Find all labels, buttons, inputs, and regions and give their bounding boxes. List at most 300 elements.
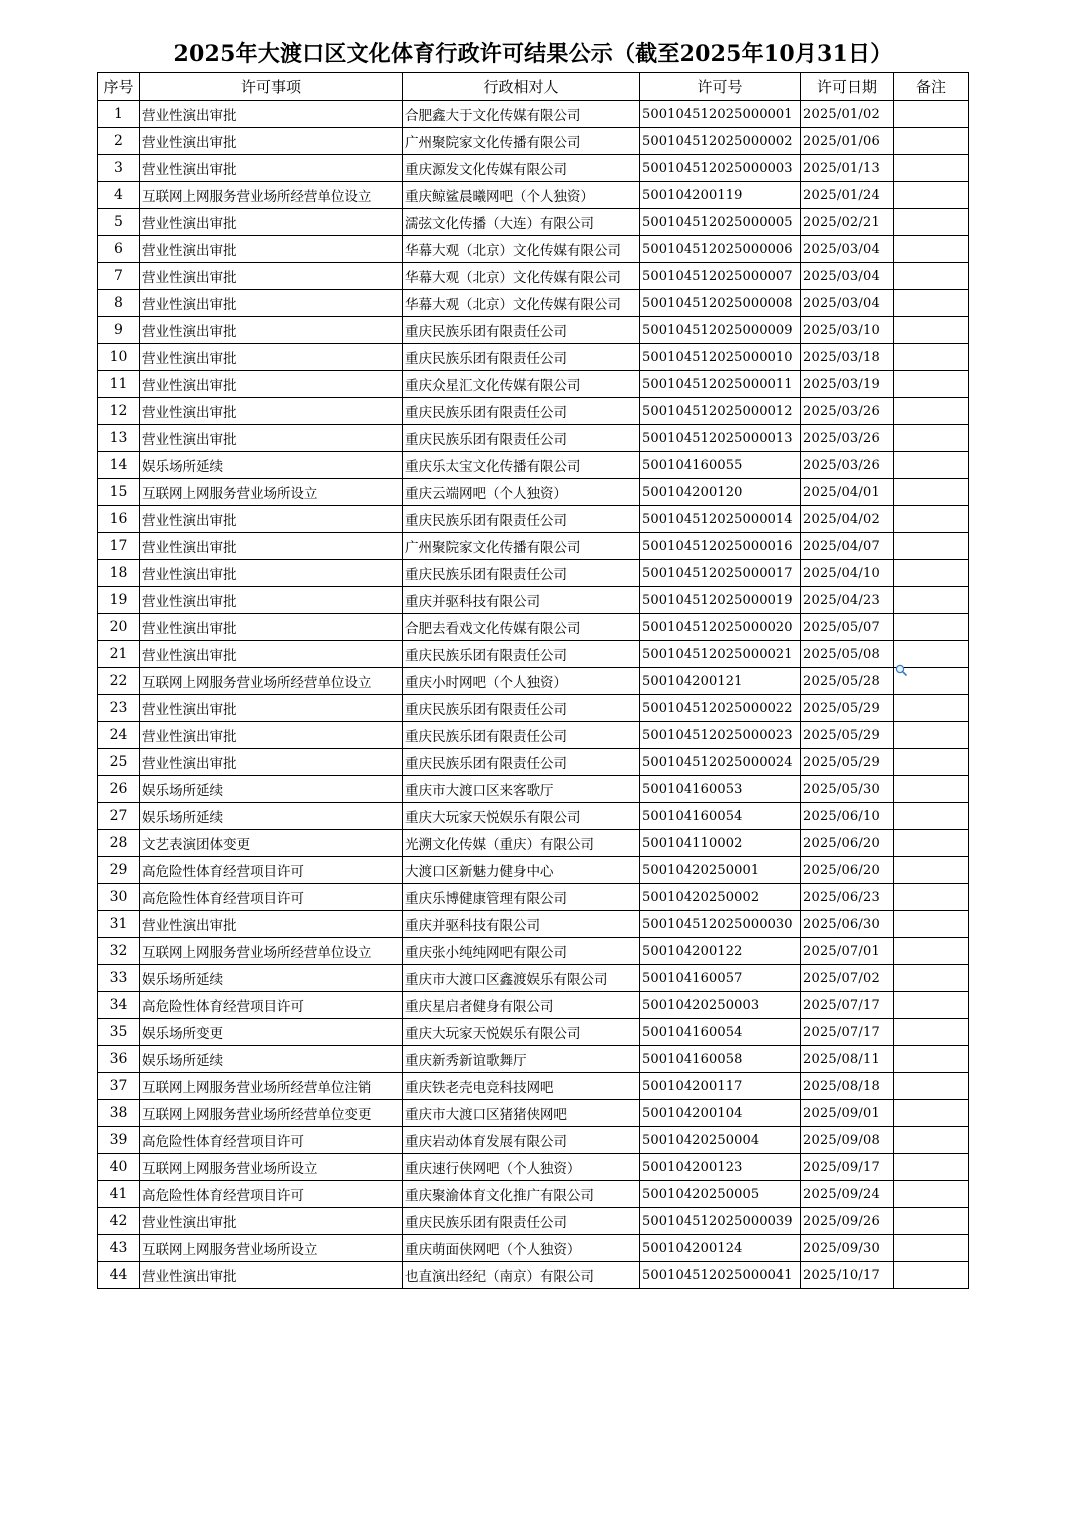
row-seq-cell: 25 xyxy=(98,749,140,776)
row-permit-date-cell: 2025/01/02 xyxy=(801,101,894,128)
row-permit-no-cell: 50010420250002 xyxy=(640,884,801,911)
row-party-cell: 重庆民族乐团有限责任公司 xyxy=(403,1208,640,1235)
row-note-cell xyxy=(894,1262,969,1289)
row-permit-date-cell: 2025/06/20 xyxy=(801,830,894,857)
row-item-cell: 营业性演出审批 xyxy=(140,344,403,371)
row-seq-cell: 13 xyxy=(98,425,140,452)
table-row xyxy=(98,155,969,182)
table-row xyxy=(98,290,969,317)
row-item-cell: 互联网上网服务营业场所设立 xyxy=(140,1235,403,1262)
row-permit-no-cell: 500104512025000024 xyxy=(640,749,801,776)
table-row xyxy=(98,128,969,155)
table-row xyxy=(98,1073,969,1100)
row-party-cell: 重庆速行侠网吧（个人独资） xyxy=(403,1154,640,1181)
row-permit-date-cell: 2025/03/04 xyxy=(801,290,894,317)
row-note-cell xyxy=(894,371,969,398)
row-note-cell xyxy=(894,803,969,830)
row-note-cell xyxy=(894,506,969,533)
table-row xyxy=(98,1235,969,1262)
row-seq-cell: 41 xyxy=(98,1181,140,1208)
row-permit-no-cell: 500104512025000039 xyxy=(640,1208,801,1235)
row-permit-date-cell: 2025/08/18 xyxy=(801,1073,894,1100)
row-party-cell: 重庆萌面侠网吧（个人独资） xyxy=(403,1235,640,1262)
table-row xyxy=(98,965,969,992)
row-seq-cell: 3 xyxy=(98,155,140,182)
row-permit-no-cell: 500104110002 xyxy=(640,830,801,857)
row-note-cell xyxy=(894,263,969,290)
row-seq-cell: 23 xyxy=(98,695,140,722)
row-item-cell: 互联网上网服务营业场所经营单位注销 xyxy=(140,1073,403,1100)
row-party-cell: 重庆张小纯纯网吧有限公司 xyxy=(403,938,640,965)
row-party-cell: 光溯文化传媒（重庆）有限公司 xyxy=(403,830,640,857)
row-seq-cell: 16 xyxy=(98,506,140,533)
row-item-cell: 娱乐场所延续 xyxy=(140,452,403,479)
row-party-cell: 合肥去看戏文化传媒有限公司 xyxy=(403,614,640,641)
table-row xyxy=(98,452,969,479)
row-item-cell: 营业性演出审批 xyxy=(140,614,403,641)
row-item-cell: 互联网上网服务营业场所经营单位设立 xyxy=(140,938,403,965)
table-row xyxy=(98,668,969,695)
row-note-cell xyxy=(894,938,969,965)
row-item-cell: 娱乐场所延续 xyxy=(140,776,403,803)
row-permit-no-cell: 500104512025000006 xyxy=(640,236,801,263)
row-item-cell: 高危险性体育经营项目许可 xyxy=(140,884,403,911)
row-permit-date-cell: 2025/07/17 xyxy=(801,1019,894,1046)
row-seq-cell: 27 xyxy=(98,803,140,830)
row-permit-date-cell: 2025/01/06 xyxy=(801,128,894,155)
row-item-cell: 娱乐场所延续 xyxy=(140,1046,403,1073)
row-permit-no-cell: 500104160053 xyxy=(640,776,801,803)
row-seq-cell: 21 xyxy=(98,641,140,668)
table-row xyxy=(98,101,969,128)
row-permit-date-cell: 2025/03/04 xyxy=(801,263,894,290)
row-seq-cell: 34 xyxy=(98,992,140,1019)
table-row xyxy=(98,209,969,236)
row-party-cell: 重庆并驱科技有限公司 xyxy=(403,911,640,938)
row-item-cell: 营业性演出审批 xyxy=(140,236,403,263)
row-party-cell: 重庆民族乐团有限责任公司 xyxy=(403,641,640,668)
row-permit-no-cell: 500104512025000014 xyxy=(640,506,801,533)
header-permit-date: 许可日期 xyxy=(801,73,894,101)
row-permit-no-cell: 500104512025000030 xyxy=(640,911,801,938)
header-party: 行政相对人 xyxy=(403,73,640,101)
row-permit-date-cell: 2025/06/20 xyxy=(801,857,894,884)
row-note-cell xyxy=(894,857,969,884)
row-note-cell xyxy=(894,776,969,803)
row-party-cell: 重庆乐太宝文化传播有限公司 xyxy=(403,452,640,479)
row-party-cell: 重庆民族乐团有限责任公司 xyxy=(403,722,640,749)
row-permit-date-cell: 2025/09/30 xyxy=(801,1235,894,1262)
row-party-cell: 重庆民族乐团有限责任公司 xyxy=(403,425,640,452)
row-permit-date-cell: 2025/06/10 xyxy=(801,803,894,830)
row-permit-date-cell: 2025/08/11 xyxy=(801,1046,894,1073)
row-item-cell: 互联网上网服务营业场所设立 xyxy=(140,1154,403,1181)
row-note-cell xyxy=(894,992,969,1019)
table-row xyxy=(98,182,969,209)
row-permit-date-cell: 2025/04/01 xyxy=(801,479,894,506)
table-row xyxy=(98,1127,969,1154)
table-row xyxy=(98,1208,969,1235)
row-permit-no-cell: 500104512025000021 xyxy=(640,641,801,668)
table-row xyxy=(98,560,969,587)
table-row xyxy=(98,641,969,668)
row-permit-no-cell: 500104160055 xyxy=(640,452,801,479)
row-permit-no-cell: 500104512025000008 xyxy=(640,290,801,317)
row-note-cell xyxy=(894,722,969,749)
row-permit-no-cell: 500104200117 xyxy=(640,1073,801,1100)
row-item-cell: 营业性演出审批 xyxy=(140,641,403,668)
row-permit-date-cell: 2025/05/07 xyxy=(801,614,894,641)
row-note-cell xyxy=(894,911,969,938)
row-item-cell: 互联网上网服务营业场所经营单位设立 xyxy=(140,668,403,695)
table-row xyxy=(98,830,969,857)
table-row xyxy=(98,1019,969,1046)
table-row xyxy=(98,776,969,803)
row-item-cell: 营业性演出审批 xyxy=(140,911,403,938)
row-note-cell xyxy=(894,236,969,263)
row-party-cell: 重庆大玩家天悦娱乐有限公司 xyxy=(403,803,640,830)
row-seq-cell: 36 xyxy=(98,1046,140,1073)
row-party-cell: 重庆岩动体育发展有限公司 xyxy=(403,1127,640,1154)
row-seq-cell: 43 xyxy=(98,1235,140,1262)
row-note-cell xyxy=(894,155,969,182)
row-permit-no-cell: 50010420250001 xyxy=(640,857,801,884)
row-note-cell xyxy=(894,1100,969,1127)
row-permit-date-cell: 2025/09/01 xyxy=(801,1100,894,1127)
row-permit-date-cell: 2025/06/23 xyxy=(801,884,894,911)
header-item: 许可事项 xyxy=(140,73,403,101)
row-permit-no-cell: 500104200121 xyxy=(640,668,801,695)
row-note-cell xyxy=(894,614,969,641)
table-row xyxy=(98,263,969,290)
row-seq-cell: 4 xyxy=(98,182,140,209)
row-item-cell: 高危险性体育经营项目许可 xyxy=(140,1181,403,1208)
row-party-cell: 重庆市大渡口区猪猪侠网吧 xyxy=(403,1100,640,1127)
row-party-cell: 重庆聚渝体育文化推广有限公司 xyxy=(403,1181,640,1208)
row-party-cell: 重庆小时网吧（个人独资） xyxy=(403,668,640,695)
row-note-cell xyxy=(894,209,969,236)
table-row xyxy=(98,317,969,344)
row-note-cell xyxy=(894,1019,969,1046)
table-row xyxy=(98,1046,969,1073)
table-row xyxy=(98,749,969,776)
row-permit-no-cell: 500104512025000002 xyxy=(640,128,801,155)
row-item-cell: 营业性演出审批 xyxy=(140,1262,403,1289)
row-permit-no-cell: 500104512025000016 xyxy=(640,533,801,560)
table-row xyxy=(98,371,969,398)
row-permit-no-cell: 500104512025000020 xyxy=(640,614,801,641)
row-permit-date-cell: 2025/09/08 xyxy=(801,1127,894,1154)
row-permit-no-cell: 500104200122 xyxy=(640,938,801,965)
row-seq-cell: 39 xyxy=(98,1127,140,1154)
row-item-cell: 营业性演出审批 xyxy=(140,587,403,614)
row-permit-date-cell: 2025/04/23 xyxy=(801,587,894,614)
row-permit-no-cell: 500104512025000023 xyxy=(640,722,801,749)
row-permit-date-cell: 2025/03/18 xyxy=(801,344,894,371)
row-permit-date-cell: 2025/01/13 xyxy=(801,155,894,182)
row-permit-no-cell: 500104512025000041 xyxy=(640,1262,801,1289)
row-seq-cell: 42 xyxy=(98,1208,140,1235)
row-note-cell xyxy=(894,1208,969,1235)
row-permit-date-cell: 2025/03/10 xyxy=(801,317,894,344)
table-row xyxy=(98,425,969,452)
row-permit-no-cell: 500104512025000005 xyxy=(640,209,801,236)
table-row xyxy=(98,992,969,1019)
row-note-cell xyxy=(894,533,969,560)
row-permit-date-cell: 2025/05/30 xyxy=(801,776,894,803)
table-row xyxy=(98,533,969,560)
row-permit-date-cell: 2025/09/26 xyxy=(801,1208,894,1235)
row-party-cell: 重庆市大渡口区来客歌厅 xyxy=(403,776,640,803)
table-row xyxy=(98,398,969,425)
row-note-cell xyxy=(894,1235,969,1262)
row-item-cell: 娱乐场所延续 xyxy=(140,965,403,992)
magnifier-icon[interactable] xyxy=(895,664,907,676)
row-seq-cell: 40 xyxy=(98,1154,140,1181)
table-row xyxy=(98,1100,969,1127)
row-note-cell xyxy=(894,425,969,452)
row-permit-date-cell: 2025/05/29 xyxy=(801,722,894,749)
row-seq-cell: 35 xyxy=(98,1019,140,1046)
row-note-cell xyxy=(894,452,969,479)
header-seq: 序号 xyxy=(98,73,140,101)
row-item-cell: 娱乐场所延续 xyxy=(140,803,403,830)
row-permit-no-cell: 500104512025000019 xyxy=(640,587,801,614)
row-note-cell xyxy=(894,1073,969,1100)
row-permit-no-cell: 500104200123 xyxy=(640,1154,801,1181)
row-party-cell: 重庆大玩家天悦娱乐有限公司 xyxy=(403,1019,640,1046)
row-permit-date-cell: 2025/07/01 xyxy=(801,938,894,965)
row-item-cell: 营业性演出审批 xyxy=(140,506,403,533)
row-permit-no-cell: 500104200120 xyxy=(640,479,801,506)
row-seq-cell: 8 xyxy=(98,290,140,317)
row-note-cell xyxy=(894,344,969,371)
row-seq-cell: 5 xyxy=(98,209,140,236)
row-note-cell xyxy=(894,398,969,425)
row-item-cell: 营业性演出审批 xyxy=(140,398,403,425)
row-permit-no-cell: 500104512025000011 xyxy=(640,371,801,398)
row-seq-cell: 44 xyxy=(98,1262,140,1289)
row-permit-date-cell: 2025/05/28 xyxy=(801,668,894,695)
row-permit-date-cell: 2025/03/26 xyxy=(801,425,894,452)
table-row xyxy=(98,884,969,911)
row-permit-date-cell: 2025/09/17 xyxy=(801,1154,894,1181)
row-permit-date-cell: 2025/01/24 xyxy=(801,182,894,209)
row-seq-cell: 17 xyxy=(98,533,140,560)
row-item-cell: 营业性演出审批 xyxy=(140,425,403,452)
row-permit-no-cell: 500104512025000013 xyxy=(640,425,801,452)
row-item-cell: 高危险性体育经营项目许可 xyxy=(140,992,403,1019)
table-row xyxy=(98,857,969,884)
row-seq-cell: 6 xyxy=(98,236,140,263)
row-permit-no-cell: 500104512025000022 xyxy=(640,695,801,722)
row-item-cell: 营业性演出审批 xyxy=(140,749,403,776)
table-row xyxy=(98,506,969,533)
row-note-cell xyxy=(894,1127,969,1154)
row-permit-no-cell: 500104200124 xyxy=(640,1235,801,1262)
row-party-cell: 重庆民族乐团有限责任公司 xyxy=(403,506,640,533)
row-party-cell: 合肥鑫大于文化传媒有限公司 xyxy=(403,101,640,128)
row-seq-cell: 30 xyxy=(98,884,140,911)
row-permit-no-cell: 500104512025000009 xyxy=(640,317,801,344)
row-seq-cell: 9 xyxy=(98,317,140,344)
row-permit-no-cell: 500104160054 xyxy=(640,1019,801,1046)
row-item-cell: 营业性演出审批 xyxy=(140,533,403,560)
row-party-cell: 大渡口区新魅力健身中心 xyxy=(403,857,640,884)
row-party-cell: 重庆源发文化传媒有限公司 xyxy=(403,155,640,182)
row-seq-cell: 38 xyxy=(98,1100,140,1127)
row-seq-cell: 12 xyxy=(98,398,140,425)
row-party-cell: 重庆民族乐团有限责任公司 xyxy=(403,344,640,371)
row-permit-date-cell: 2025/05/29 xyxy=(801,749,894,776)
row-item-cell: 营业性演出审批 xyxy=(140,155,403,182)
row-item-cell: 营业性演出审批 xyxy=(140,209,403,236)
row-party-cell: 重庆并驱科技有限公司 xyxy=(403,587,640,614)
row-note-cell xyxy=(894,749,969,776)
row-permit-date-cell: 2025/06/30 xyxy=(801,911,894,938)
row-item-cell: 营业性演出审批 xyxy=(140,695,403,722)
row-party-cell: 重庆铁老壳电竞科技网吧 xyxy=(403,1073,640,1100)
row-permit-date-cell: 2025/03/04 xyxy=(801,236,894,263)
row-permit-no-cell: 500104200104 xyxy=(640,1100,801,1127)
row-item-cell: 营业性演出审批 xyxy=(140,290,403,317)
row-note-cell xyxy=(894,1154,969,1181)
table-row xyxy=(98,614,969,641)
row-party-cell: 华幕大观（北京）文化传媒有限公司 xyxy=(403,236,640,263)
row-party-cell: 重庆新秀新谊歌舞厅 xyxy=(403,1046,640,1073)
row-seq-cell: 7 xyxy=(98,263,140,290)
table-row xyxy=(98,1262,969,1289)
row-note-cell xyxy=(894,560,969,587)
row-permit-no-cell: 500104512025000017 xyxy=(640,560,801,587)
page-title: 2025年大渡口区文化体育行政许可结果公示（截至2025年10月31日） xyxy=(173,41,893,67)
row-note-cell xyxy=(894,830,969,857)
row-note-cell xyxy=(894,1181,969,1208)
row-party-cell: 重庆乐博健康管理有限公司 xyxy=(403,884,640,911)
row-permit-date-cell: 2025/03/19 xyxy=(801,371,894,398)
row-party-cell: 重庆民族乐团有限责任公司 xyxy=(403,560,640,587)
row-permit-date-cell: 2025/05/29 xyxy=(801,695,894,722)
row-seq-cell: 22 xyxy=(98,668,140,695)
row-party-cell: 广州聚院家文化传播有限公司 xyxy=(403,533,640,560)
row-party-cell: 广州聚院家文化传播有限公司 xyxy=(403,128,640,155)
table-row xyxy=(98,236,969,263)
row-permit-date-cell: 2025/07/17 xyxy=(801,992,894,1019)
row-party-cell: 华幕大观（北京）文化传媒有限公司 xyxy=(403,263,640,290)
row-party-cell: 也直演出经纪（南京）有限公司 xyxy=(403,1262,640,1289)
row-note-cell xyxy=(894,128,969,155)
row-item-cell: 营业性演出审批 xyxy=(140,722,403,749)
row-seq-cell: 24 xyxy=(98,722,140,749)
table-row xyxy=(98,695,969,722)
row-permit-no-cell: 500104512025000003 xyxy=(640,155,801,182)
row-party-cell: 华幕大观（北京）文化传媒有限公司 xyxy=(403,290,640,317)
row-item-cell: 互联网上网服务营业场所经营单位变更 xyxy=(140,1100,403,1127)
table-row xyxy=(98,587,969,614)
table-row xyxy=(98,344,969,371)
row-note-cell xyxy=(894,317,969,344)
table-row xyxy=(98,938,969,965)
row-party-cell: 重庆民族乐团有限责任公司 xyxy=(403,749,640,776)
row-seq-cell: 14 xyxy=(98,452,140,479)
row-item-cell: 高危险性体育经营项目许可 xyxy=(140,1127,403,1154)
row-note-cell xyxy=(894,965,969,992)
row-seq-cell: 2 xyxy=(98,128,140,155)
header-permit-no: 许可号 xyxy=(640,73,801,101)
row-permit-date-cell: 2025/07/02 xyxy=(801,965,894,992)
row-permit-date-cell: 2025/10/17 xyxy=(801,1262,894,1289)
row-permit-date-cell: 2025/02/21 xyxy=(801,209,894,236)
row-item-cell: 营业性演出审批 xyxy=(140,263,403,290)
row-party-cell: 重庆星启者健身有限公司 xyxy=(403,992,640,1019)
row-item-cell: 高危险性体育经营项目许可 xyxy=(140,857,403,884)
row-permit-no-cell: 500104512025000007 xyxy=(640,263,801,290)
row-permit-date-cell: 2025/03/26 xyxy=(801,398,894,425)
row-permit-no-cell: 500104512025000001 xyxy=(640,101,801,128)
row-item-cell: 文艺表演团体变更 xyxy=(140,830,403,857)
row-party-cell: 重庆民族乐团有限责任公司 xyxy=(403,317,640,344)
row-note-cell xyxy=(894,587,969,614)
table-row xyxy=(98,911,969,938)
row-seq-cell: 28 xyxy=(98,830,140,857)
row-party-cell: 重庆众星汇文化传媒有限公司 xyxy=(403,371,640,398)
row-permit-no-cell: 500104512025000010 xyxy=(640,344,801,371)
row-item-cell: 互联网上网服务营业场所设立 xyxy=(140,479,403,506)
table-row xyxy=(98,1154,969,1181)
table-row xyxy=(98,479,969,506)
row-party-cell: 重庆鲸鲨晨曦网吧（个人独资） xyxy=(403,182,640,209)
row-item-cell: 营业性演出审批 xyxy=(140,317,403,344)
table-row xyxy=(98,722,969,749)
row-seq-cell: 11 xyxy=(98,371,140,398)
permit-results-table xyxy=(97,72,969,1289)
row-item-cell: 营业性演出审批 xyxy=(140,128,403,155)
row-permit-date-cell: 2025/04/02 xyxy=(801,506,894,533)
row-note-cell xyxy=(894,182,969,209)
row-permit-no-cell: 500104512025000012 xyxy=(640,398,801,425)
row-party-cell: 重庆云端网吧（个人独资） xyxy=(403,479,640,506)
row-item-cell: 营业性演出审批 xyxy=(140,371,403,398)
row-note-cell xyxy=(894,884,969,911)
row-seq-cell: 31 xyxy=(98,911,140,938)
row-permit-no-cell: 50010420250004 xyxy=(640,1127,801,1154)
row-permit-date-cell: 2025/09/24 xyxy=(801,1181,894,1208)
row-note-cell xyxy=(894,695,969,722)
row-seq-cell: 15 xyxy=(98,479,140,506)
row-seq-cell: 20 xyxy=(98,614,140,641)
header-note: 备注 xyxy=(894,73,969,101)
table-header-row xyxy=(98,73,969,101)
row-item-cell: 营业性演出审批 xyxy=(140,101,403,128)
row-permit-no-cell: 50010420250005 xyxy=(640,1181,801,1208)
row-item-cell: 互联网上网服务营业场所经营单位设立 xyxy=(140,182,403,209)
row-seq-cell: 32 xyxy=(98,938,140,965)
row-permit-date-cell: 2025/03/26 xyxy=(801,452,894,479)
row-permit-no-cell: 50010420250003 xyxy=(640,992,801,1019)
row-permit-no-cell: 500104160057 xyxy=(640,965,801,992)
row-seq-cell: 29 xyxy=(98,857,140,884)
row-party-cell: 重庆民族乐团有限责任公司 xyxy=(403,398,640,425)
row-permit-no-cell: 500104160054 xyxy=(640,803,801,830)
row-party-cell: 重庆民族乐团有限责任公司 xyxy=(403,695,640,722)
row-note-cell xyxy=(894,101,969,128)
row-seq-cell: 10 xyxy=(98,344,140,371)
row-item-cell: 娱乐场所变更 xyxy=(140,1019,403,1046)
row-permit-no-cell: 500104160058 xyxy=(640,1046,801,1073)
row-seq-cell: 26 xyxy=(98,776,140,803)
row-note-cell xyxy=(894,479,969,506)
row-note-cell xyxy=(894,1046,969,1073)
